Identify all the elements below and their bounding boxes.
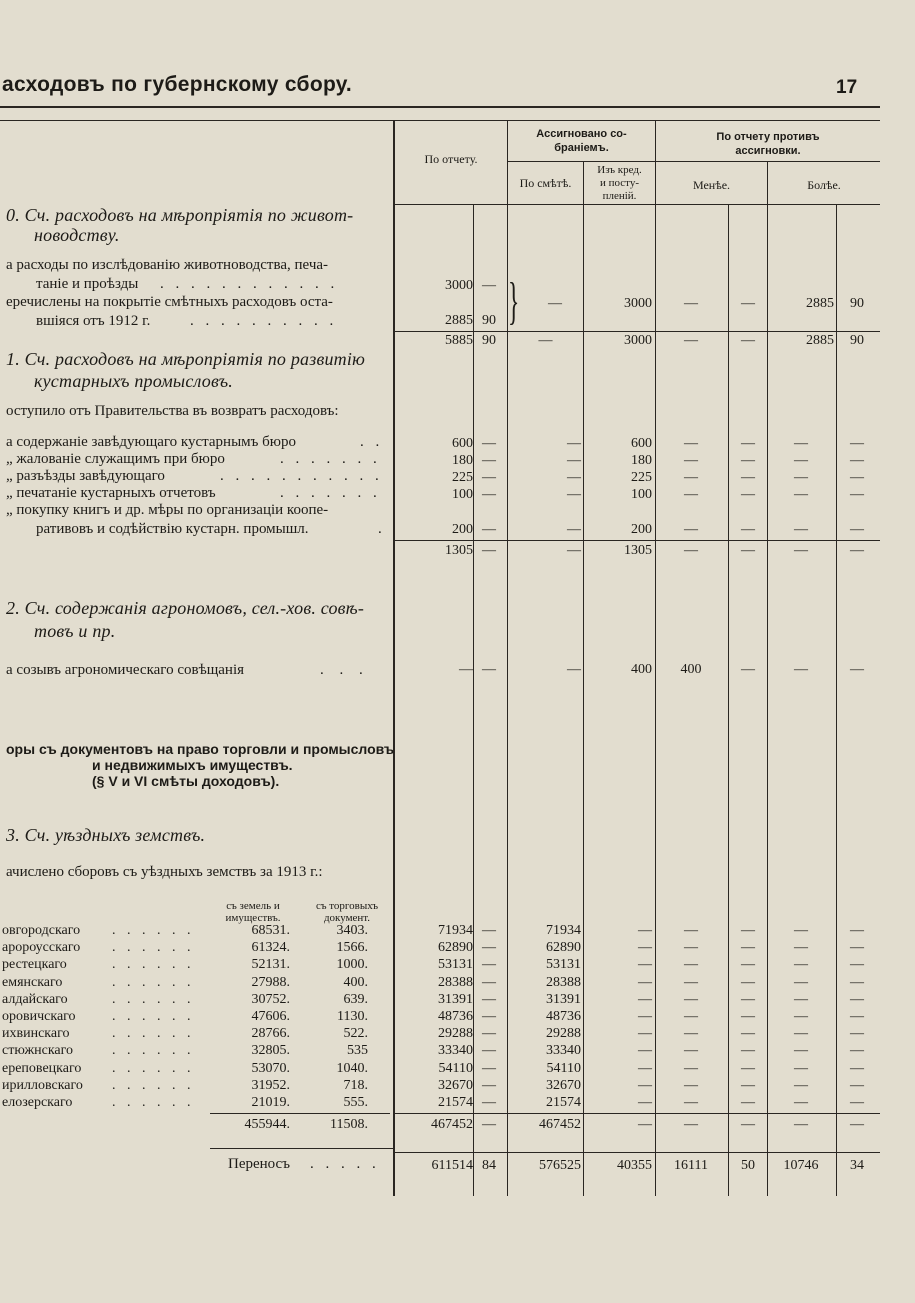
zemstvo-otchet: 32670 — [438, 1077, 473, 1093]
zemstvo-bolee-kop: — — [850, 940, 864, 956]
s11-total-kred: 1305 — [624, 543, 652, 558]
zemstva-total-menee-kop: — — [741, 1117, 755, 1132]
zemstvo-name: ереповецкаго — [2, 1060, 82, 1076]
col-header-assignovano: Ассигновано со- браніемъ. — [536, 128, 627, 154]
brace-icon: } — [508, 273, 520, 330]
page-title: асходовъ по губернскому сбору. — [2, 73, 353, 96]
s11-row2-menee: — — [684, 453, 698, 468]
zemstvo-menee-kop: — — [741, 1043, 755, 1059]
s12-row-menee-kop: — — [741, 662, 755, 677]
zemstvo-kred: — — [638, 1095, 652, 1110]
s10-merged-bolee: 2885 — [806, 296, 834, 311]
zemstvo-menee: — — [684, 974, 698, 990]
sbory-heading: оры съ документовъ на право торговли и промысловъ — [6, 741, 395, 757]
zemstvo-otchet: 48736 — [438, 1009, 473, 1024]
s11-total-rule — [393, 540, 880, 541]
perenos-menee-kop: 50 — [741, 1158, 755, 1173]
zemstvo-zem: 68531. — [251, 923, 290, 938]
zemstvo-name: елозерскаго — [2, 1095, 73, 1110]
zemstva-total-smeta: 467452 — [539, 1117, 581, 1132]
section-13-title: 3. Сч. уѣздныхъ земствъ. — [6, 825, 206, 845]
zemstvo-kop: — — [482, 957, 496, 973]
zemstvo-name: овгородскаго — [2, 923, 81, 938]
perenos-kred: 40355 — [617, 1158, 652, 1173]
zemstvo-smeta: 33340 — [546, 1043, 581, 1059]
s11-row3-menee: — — [684, 470, 698, 485]
s11-row2-kop: — — [482, 453, 496, 468]
zemstvo-zem: 53070. — [251, 1060, 290, 1076]
page-number: 17 — [836, 77, 858, 98]
zemstvo-smeta: 53131 — [546, 957, 581, 973]
zemstvo-menee: — — [684, 1077, 698, 1093]
zemstvo-zem: 61324. — [251, 940, 290, 956]
zemstvo-leader-dots: . . . . . . — [112, 1043, 195, 1059]
zemstvo-kred: — — [638, 940, 652, 956]
header-bottom-rule — [393, 204, 880, 205]
zemstvo-menee-kop: — — [741, 923, 755, 938]
s11-row1-kred: 600 — [631, 436, 652, 451]
zemstva-total-kred: — — [638, 1117, 652, 1132]
zemstvo-torg: 3403. — [336, 923, 368, 938]
s11-row1-menee: — — [684, 436, 698, 451]
zemstvo-kop: — — [482, 991, 496, 1007]
s10-total-smeta: — — [538, 333, 553, 348]
zemstvo-name: емянскаго — [2, 974, 63, 990]
s12-row-kop: — — [482, 662, 496, 677]
s11-row1-bolee: — — [794, 436, 808, 451]
s10-r2-otchet: 2885 — [445, 313, 473, 328]
s11-row3-bolee: — — [794, 470, 808, 485]
s11-row4-smeta: — — [567, 487, 581, 502]
s11-row3-kred: 225 — [631, 470, 652, 485]
header-rule-protiv — [655, 161, 880, 162]
perenos-label: Переносъ — [228, 1156, 290, 1172]
zemstvo-menee: — — [684, 1043, 698, 1059]
zemstvo-kred: — — [638, 923, 652, 938]
s10-r1-kop: — — [482, 278, 496, 293]
s10-r1-otchet: 3000 — [445, 278, 473, 293]
s11-dots2: . . . . . . . — [280, 451, 381, 467]
s11-row3-otchet: 225 — [452, 470, 473, 485]
s10-merged-bolee-kop: 90 — [850, 296, 864, 311]
s11-row3-bolee-kop: — — [850, 470, 864, 485]
zemstvo-otchet: 31391 — [438, 991, 473, 1007]
s10-r2-kop: 90 — [482, 313, 496, 328]
zemstva-total-zem: 455944. — [244, 1117, 290, 1132]
s11-row5-smeta: — — [567, 522, 581, 537]
s12-dots: . . . — [320, 662, 369, 678]
zemstvo-smeta: 21574 — [546, 1095, 581, 1110]
s11-row4-menee-kop: — — [741, 487, 755, 502]
zemstvo-bolee: — — [794, 923, 808, 938]
zemstvo-bolee: — — [794, 1043, 808, 1059]
zemstvo-menee-kop: — — [741, 1077, 755, 1093]
zemstvo-kred: — — [638, 957, 652, 973]
s11-row5-bolee: — — [794, 522, 808, 537]
zemstvo-menee: — — [684, 991, 698, 1007]
zemstvo-zem: 31952. — [251, 1077, 290, 1093]
zemstvo-bolee-kop: — — [850, 923, 864, 938]
sbory-heading-ref: (§ V и VI смѣты доходовъ). — [92, 773, 280, 789]
zemstvo-bolee: — — [794, 974, 808, 990]
zemstvo-smeta: 29288 — [546, 1026, 581, 1042]
s11-l1: а содержаніе завѣдующаго кустарнымъ бюро — [6, 434, 297, 450]
header-rule-assign — [507, 161, 655, 162]
zemstvo-leader-dots: . . . . . . — [112, 974, 195, 990]
s10-merged-smeta: — — [548, 296, 562, 311]
zemstvo-menee: — — [684, 923, 698, 938]
zemstvo-smeta: 54110 — [546, 1060, 581, 1076]
zemstvo-smeta: 31391 — [546, 991, 581, 1007]
zemstvo-kred: — — [638, 991, 652, 1007]
zemstvo-kred: — — [638, 1009, 652, 1024]
col-header-bolee: Болѣе. — [807, 178, 841, 192]
table-top-rule — [0, 120, 880, 121]
s11-l5a: „ покупку книгъ и др. мѣры по организаціи коопе- — [6, 502, 329, 518]
zemstvo-torg: 639. — [343, 991, 368, 1007]
zemstvo-bolee-kop: — — [850, 1009, 864, 1024]
s11-total-kop: — — [482, 543, 496, 558]
zemstvo-menee-kop: — — [741, 1060, 755, 1076]
zemstvo-leader-dots: . . . . . . — [112, 1009, 195, 1024]
zemstvo-kop: — — [482, 940, 496, 956]
zemstva-total-bolee-kop: — — [850, 1117, 864, 1132]
col-header-iz-kred: Изъ кред. и посту- пленій. — [597, 164, 642, 202]
zemstvo-bolee: — — [794, 957, 808, 973]
zemstvo-bolee-kop: — — [850, 957, 864, 973]
perenos-bolee: 10746 — [783, 1158, 819, 1173]
header-rule — [0, 106, 880, 108]
zemstvo-kop: — — [482, 1043, 496, 1059]
s12-row-menee: 400 — [680, 662, 702, 677]
zemstva-total-bolee: — — [794, 1117, 808, 1132]
zemstvo-smeta: 32670 — [546, 1077, 581, 1093]
zemstvo-otchet: 28388 — [438, 974, 473, 990]
zemstvo-leader-dots: . . . . . . — [112, 957, 195, 973]
zemstvo-kop: — — [482, 1060, 496, 1076]
s11-row2-menee-kop: — — [741, 453, 755, 468]
col-header-po-otchetu-protiv: По отчету противъ ассигновки. — [716, 131, 820, 157]
s12-row-bolee: — — [794, 662, 808, 677]
perenos-menee: 16111 — [674, 1158, 708, 1173]
zemstva-total-menee: — — [684, 1117, 698, 1132]
zemstva-total-otchet: 467452 — [431, 1117, 473, 1132]
zemstvo-kred: — — [638, 1077, 652, 1093]
zemstvo-smeta: 62890 — [546, 940, 581, 956]
s10-total-kop: 90 — [482, 333, 496, 348]
zemstvo-leader-dots: . . . . . . — [112, 923, 195, 938]
s11-l5b: ративовъ и содѣйствію кустарн. промышл. — [36, 521, 309, 537]
zemstvo-otchet: 54110 — [438, 1060, 473, 1076]
zemstvo-kop: — — [482, 923, 496, 938]
zemstvo-name: рестецкаго — [2, 957, 67, 973]
zemstvo-kop: — — [482, 1095, 496, 1110]
s11-row5-bolee-kop: — — [850, 522, 864, 537]
zemstvo-menee: — — [684, 1009, 698, 1024]
s11-row3-menee-kop: — — [741, 470, 755, 485]
zemstvo-name: аророусскаго — [2, 940, 81, 956]
zemstvo-otchet: 33340 — [438, 1043, 473, 1059]
zemstvo-bolee-kop: — — [850, 1077, 864, 1093]
s11-dots4: . . . . . . . — [280, 485, 381, 501]
col-header-po-smete: По смѣтѣ. — [519, 176, 572, 190]
s11-intro: оступило отъ Правительства въ возвратъ расходовъ: — [6, 403, 339, 419]
zemstvo-name: оровичскаго — [2, 1009, 76, 1024]
zemstvo-bolee: — — [794, 1095, 808, 1110]
s11-row4-bolee: — — [794, 487, 808, 502]
zemstvo-torg: 1130. — [337, 1009, 368, 1024]
perenos-rule — [393, 1152, 880, 1153]
zemstvo-bolee-kop: — — [850, 1026, 864, 1042]
zemstvo-kop: — — [482, 1009, 496, 1024]
s11-row1-bolee-kop: — — [850, 436, 864, 451]
section-10-title-cont: новодству. — [34, 225, 120, 245]
zemstvo-menee-kop: — — [741, 1095, 755, 1110]
zemstvo-otchet: 21574 — [438, 1095, 473, 1110]
s12-row-bolee-kop: — — [850, 662, 864, 677]
sbory-heading-cont: и недвижимыхъ имуществъ. — [92, 757, 293, 773]
zemstvo-kop: — — [482, 974, 496, 990]
s11-row2-smeta: — — [567, 453, 581, 468]
zemstvo-zem: 32805. — [251, 1043, 290, 1059]
s13-sub-zem: съ земель и имуществъ. — [225, 900, 281, 924]
zemstvo-kred: — — [638, 1026, 652, 1042]
zemstvo-name: алдайскаго — [2, 991, 68, 1007]
zemstvo-zem: 52131. — [251, 957, 290, 973]
zemstvo-name: ихвинскаго — [2, 1026, 70, 1042]
s10-line1: а расходы по изслѣдованію животноводства, печа- — [6, 257, 329, 273]
zemstvo-zem: 21019. — [251, 1095, 290, 1110]
section-11-title: 1. Сч. расходовъ на мѣропріятія по развитію — [6, 349, 365, 369]
section-11-title-cont: кустарныхъ промысловъ. — [34, 371, 233, 391]
zemstvo-bolee: — — [794, 1077, 808, 1093]
zemstvo-torg: 1000. — [336, 957, 368, 973]
zemstvo-bolee-kop: — — [850, 1060, 864, 1076]
zemstvo-torg: 400. — [343, 974, 368, 990]
zemstva-total-torg: 11508. — [330, 1117, 368, 1132]
zemstvo-menee: — — [684, 940, 698, 956]
perenos-otchet: 611514 — [431, 1158, 473, 1173]
zemstvo-leader-dots: . . . . . . — [112, 1077, 195, 1093]
s11-row4-kred: 100 — [631, 487, 652, 502]
s11-row4-bolee-kop: — — [850, 487, 864, 502]
s10-total-rule — [393, 331, 880, 332]
zemstvo-bolee: — — [794, 991, 808, 1007]
s11-row1-otchet: 600 — [452, 436, 473, 451]
s10-merged-menee: — — [684, 296, 698, 311]
zemstvo-name: ирилловскаго — [2, 1077, 83, 1093]
zemstvo-smeta: 48736 — [546, 1009, 581, 1024]
s11-l4: „ печатаніе кустарныхъ отчетовъ — [6, 485, 216, 501]
zemstva-sub-rule — [210, 1113, 390, 1114]
zemstvo-otchet: 71934 — [438, 923, 473, 938]
s10-line1b: таніе и проѣзды — [36, 276, 139, 292]
s11-row5-menee: — — [684, 522, 698, 537]
s11-total-bolee: — — [794, 543, 808, 558]
col-header-menee: Менѣе. — [692, 178, 731, 192]
s11-total-menee-kop: — — [741, 543, 755, 558]
zemstvo-torg: 522. — [343, 1026, 368, 1042]
zemstvo-menee-kop: — — [741, 1009, 755, 1024]
zemstvo-menee-kop: — — [741, 1026, 755, 1042]
s11-row3-smeta: — — [567, 470, 581, 485]
s10-dots2: . . . . . . . . . . — [190, 313, 338, 329]
s13-intro: ачислено сборовъ съ уѣздныхъ земствъ за 1913 г.: — [6, 864, 323, 880]
zemstvo-leader-dots: . . . . . . — [112, 940, 195, 956]
s11-row2-bolee-kop: — — [850, 453, 864, 468]
zemstvo-zem: 27988. — [251, 974, 290, 990]
s11-total-otchet: 1305 — [445, 543, 473, 558]
zemstvo-otchet: 29288 — [438, 1026, 473, 1042]
s11-row2-otchet: 180 — [452, 453, 473, 468]
zemstvo-bolee-kop: — — [850, 974, 864, 990]
zemstvo-bolee-kop: — — [850, 991, 864, 1007]
s11-row1-smeta: — — [567, 436, 581, 451]
zemstvo-bolee: — — [794, 1009, 808, 1024]
s10-total-menee-kop: — — [741, 333, 755, 348]
zemstvo-torg: 1040. — [336, 1060, 368, 1076]
zemstvo-kop: — — [482, 1026, 496, 1042]
zemstvo-menee: — — [684, 1095, 698, 1110]
s10-total-bolee-kop: 90 — [850, 333, 864, 348]
s11-row2-kred: 180 — [631, 453, 652, 468]
s11-l2: „ жалованіе служащимъ при бюро — [6, 451, 225, 467]
s10-line2: еречислены на покрытіе смѣтныхъ расходовъ оста- — [6, 294, 333, 310]
zemstvo-menee: — — [684, 1060, 698, 1076]
zemstvo-menee-kop: — — [741, 957, 755, 973]
zemstvo-leader-dots: . . . . . . — [112, 1060, 195, 1076]
s11-row1-menee-kop: — — [741, 436, 755, 451]
s11-dots1: . . — [360, 434, 384, 450]
zemstvo-torg: 555. — [343, 1095, 368, 1110]
section-12-title: 2. Сч. содержанія агрономовъ, сел.-хов. совѣ- — [6, 598, 365, 618]
zemstvo-name: стюжнскаго — [2, 1043, 74, 1059]
zemstvo-menee-kop: — — [741, 991, 755, 1007]
zemstvo-leader-dots: . . . . . . — [112, 991, 195, 1007]
zemstvo-bolee: — — [794, 1060, 808, 1076]
section-10-title: 0. Сч. расходовъ на мѣропріятія по живот- — [6, 205, 354, 225]
s11-row4-kop: — — [482, 487, 496, 502]
zemstvo-zem: 28766. — [251, 1026, 290, 1042]
zemstvo-bolee: — — [794, 940, 808, 956]
zemstvo-menee-kop: — — [741, 974, 755, 990]
zemstvo-torg: 1566. — [336, 940, 368, 956]
s11-total-menee: — — [684, 543, 698, 558]
s11-row5-kred: 200 — [631, 522, 652, 537]
perenos-rule-left — [210, 1148, 393, 1149]
zemstvo-leader-dots: . . . . . . — [112, 1026, 195, 1042]
zemstvo-menee: — — [684, 1026, 698, 1042]
s10-merged-kred: 3000 — [624, 296, 652, 311]
s10-total-otchet: 5885 — [445, 333, 473, 348]
zemstvo-leader-dots: . . . . . . — [112, 1095, 195, 1110]
perenos-smeta: 576525 — [539, 1158, 581, 1173]
zemstvo-kop: — — [482, 1077, 496, 1093]
s11-dots3: . . . . . . . . . . . — [220, 468, 383, 484]
perenos-dots: . . . . . — [310, 1156, 380, 1172]
s12-l1: а созывъ агрономическаго совѣщанія — [6, 662, 245, 678]
col-header-po-otchetu: По отчету. — [424, 152, 478, 166]
zemstvo-kred: — — [638, 1043, 652, 1059]
s13-sub-torg: съ торговыхъ документ. — [315, 900, 379, 924]
s10-total-bolee: 2885 — [806, 333, 834, 348]
zemstvo-otchet: 62890 — [438, 940, 473, 956]
s11-row5-kop: — — [482, 522, 496, 537]
s11-total-smeta: — — [567, 543, 581, 558]
s11-row2-bolee: — — [794, 453, 808, 468]
zemstvo-menee-kop: — — [741, 940, 755, 956]
zemstvo-zem: 30752. — [251, 991, 290, 1007]
zemstvo-bolee-kop: — — [850, 1095, 864, 1110]
s11-total-bolee-kop: — — [850, 543, 864, 558]
s12-row-smeta: — — [567, 662, 581, 677]
s10-dots1: . . . . . . . . . . . . — [160, 276, 339, 292]
s10-total-kred: 3000 — [624, 333, 652, 348]
perenos-bolee-kop: 34 — [850, 1158, 864, 1173]
s11-row5-menee-kop: — — [741, 522, 755, 537]
zemstvo-otchet: 53131 — [438, 957, 473, 973]
zemstvo-torg: 535 — [347, 1043, 368, 1059]
zemstvo-bolee-kop: — — [850, 1043, 864, 1059]
zemstvo-menee: — — [684, 957, 698, 973]
s11-row4-menee: — — [684, 487, 698, 502]
s11-row1-kop: — — [482, 436, 496, 451]
s12-row-otchet: — — [459, 662, 473, 677]
zemstva-total-rule — [393, 1113, 880, 1114]
zemstvo-smeta: 71934 — [546, 923, 581, 938]
zemstvo-torg: 718. — [343, 1077, 368, 1093]
s11-row5-otchet: 200 — [452, 522, 473, 537]
zemstvo-kred: — — [638, 974, 652, 990]
zemstvo-zem: 47606. — [251, 1009, 290, 1024]
s11-row3-kop: — — [482, 470, 496, 485]
s10-line2b: вшіяся отъ 1912 г. — [36, 313, 151, 329]
zemstva-total-kop: — — [482, 1117, 496, 1132]
s10-merged-menee-kop: — — [741, 296, 755, 311]
s12-row-kred: 400 — [631, 662, 652, 677]
zemstvo-bolee: — — [794, 1026, 808, 1042]
zemstvo-kred: — — [638, 1060, 652, 1076]
s10-total-menee: — — [684, 333, 698, 348]
section-12-title-cont: товъ и пр. — [34, 621, 116, 641]
s11-row4-otchet: 100 — [452, 487, 473, 502]
perenos-kop: 84 — [482, 1158, 496, 1173]
s11-l3: „ разъѣзды завѣдующаго — [6, 468, 165, 484]
zemstvo-smeta: 28388 — [546, 974, 581, 990]
s11-dots5: . — [378, 521, 382, 537]
